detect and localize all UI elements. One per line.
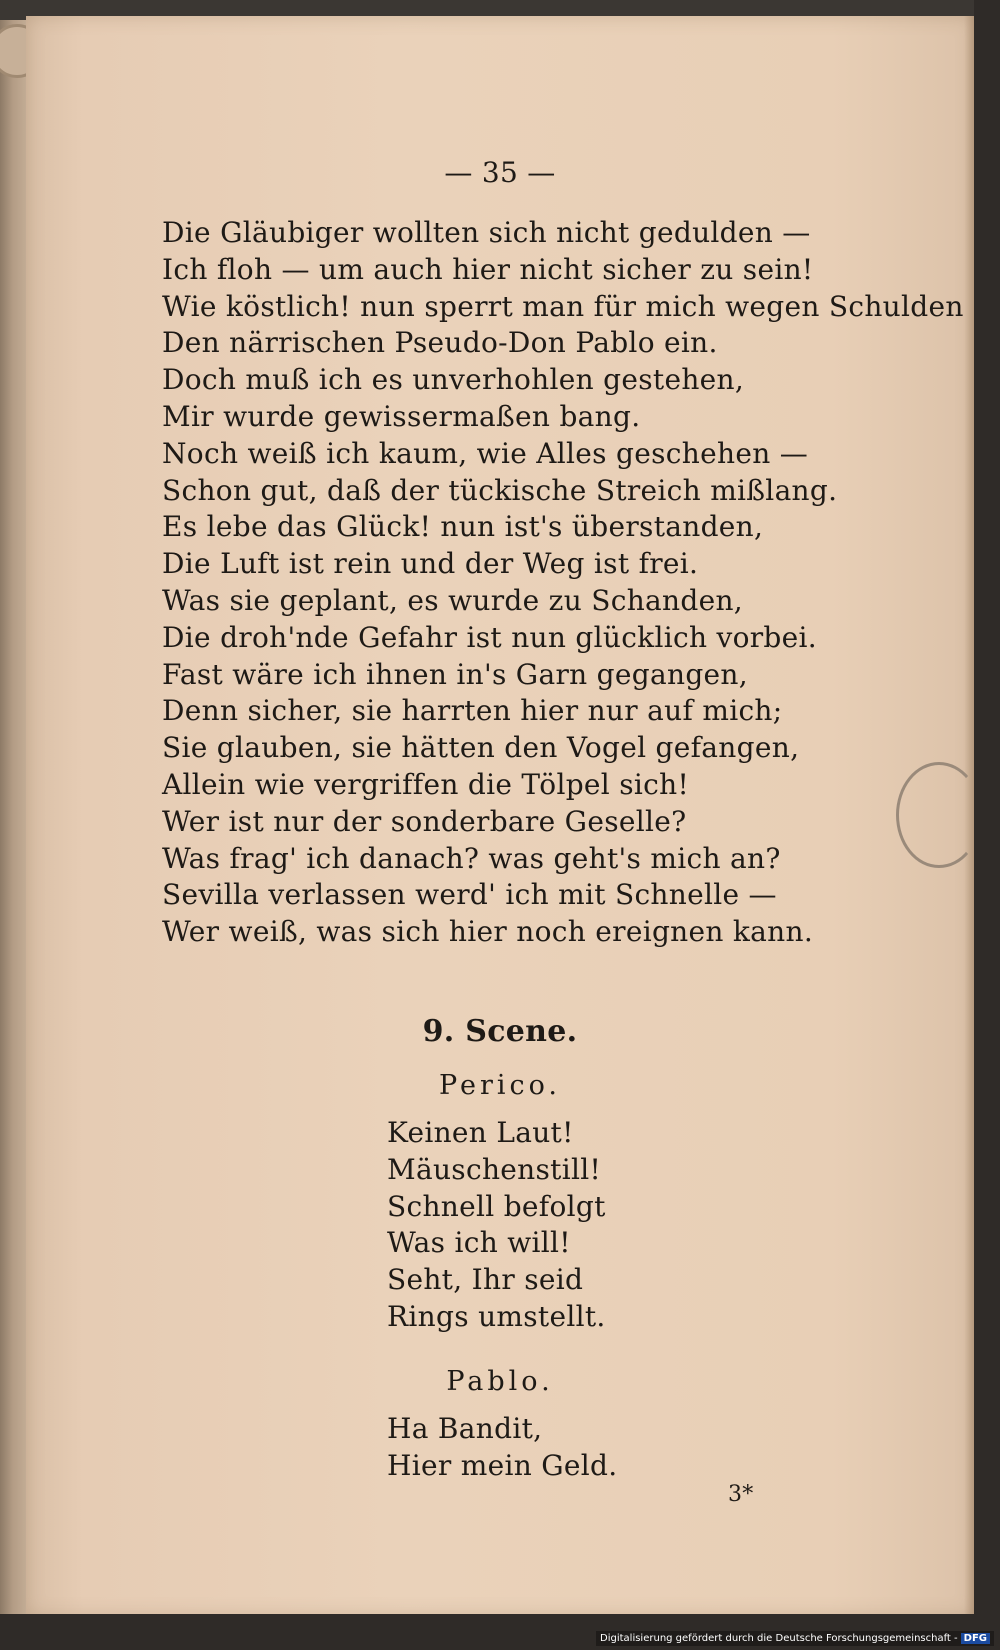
verse-line: Fast wäre ich ihnen in's Garn gegangen,: [162, 657, 748, 691]
verse-line: Seht, Ihr seid: [387, 1263, 584, 1297]
verse-line: Es lebe das Glück! nun ist's überstanden,: [162, 510, 764, 544]
verse-line: Noch weiß ich kaum, wie Alles geschehen —: [162, 436, 809, 470]
verse-line: Ich floh — um auch hier nicht sicher zu sein!: [162, 252, 814, 286]
verse-line: Mir wurde gewissermaßen bang.: [162, 399, 641, 433]
page-tab-mark: [896, 762, 982, 868]
printer-signature-mark: 3*: [728, 1482, 754, 1507]
speaker-name-perico: Perico.: [439, 1070, 561, 1101]
verse-line: Ha Bandit,: [387, 1412, 543, 1445]
verse-line: Hier mein Geld.: [387, 1448, 618, 1482]
verse-line: Den närrischen Pseudo-Don Pablo ein.: [162, 326, 718, 360]
verse-line: Die droh'nde Gefahr ist nun glücklich vorbei.: [162, 620, 817, 654]
verse-line: Doch muß ich es unverhohlen gestehen,: [162, 363, 745, 397]
verse-line: Denn sicher, sie harrten hier nur auf mich;: [162, 694, 783, 728]
page-number: — 35 —: [444, 156, 556, 189]
verse-line: Sevilla verlassen werd' ich mit Schnelle —: [162, 878, 777, 912]
verse-line: Rings umstellt.: [387, 1299, 606, 1333]
verse-line: Was ich will!: [387, 1226, 571, 1260]
verse-line: Sie glauben, sie hätten den Vogel gefangen,: [162, 731, 800, 765]
verse-line: Schon gut, daß der tückische Streich mißlang.: [162, 473, 838, 507]
speaker-name-pablo: Pablo.: [446, 1366, 554, 1397]
verse-line: Allein wie vergriffen die Tölpel sich!: [162, 767, 690, 801]
verse-line: Wer ist nur der sonderbare Geselle?: [162, 804, 687, 838]
verse-block: [162, 215, 964, 951]
verse-line: Was sie geplant, es wurde zu Schanden,: [162, 583, 744, 617]
digitization-credit: [596, 1631, 994, 1646]
scene-title: 9. Scene.: [422, 1014, 578, 1049]
verse-line: Schnell befolgt: [387, 1189, 606, 1223]
verse-line: Die Gläubiger wollten sich nicht gedulden —: [162, 216, 811, 249]
dfg-logo: DFG: [961, 1633, 990, 1644]
verse-line: Wie köstlich! nun sperrt man für mich wegen Schulden: [162, 289, 964, 323]
perico-speech: [387, 1115, 707, 1336]
verse-line: Wer weiß, was sich hier noch ereignen kann.: [162, 915, 814, 949]
verse-line: Die Luft ist rein und der Weg ist frei.: [162, 547, 699, 581]
verse-line: Mäuschenstill!: [387, 1152, 602, 1186]
pablo-speech: [387, 1411, 707, 1485]
verse-line: Was frag' ich danach? was geht's mich an?: [162, 841, 781, 875]
verse-line: Keinen Laut!: [387, 1116, 574, 1149]
credit-text: Digitalisierung gefördert durch die Deutsche Forschungsgemeinschaft -: [600, 1633, 958, 1644]
scan-edge-right: [974, 0, 1000, 1650]
